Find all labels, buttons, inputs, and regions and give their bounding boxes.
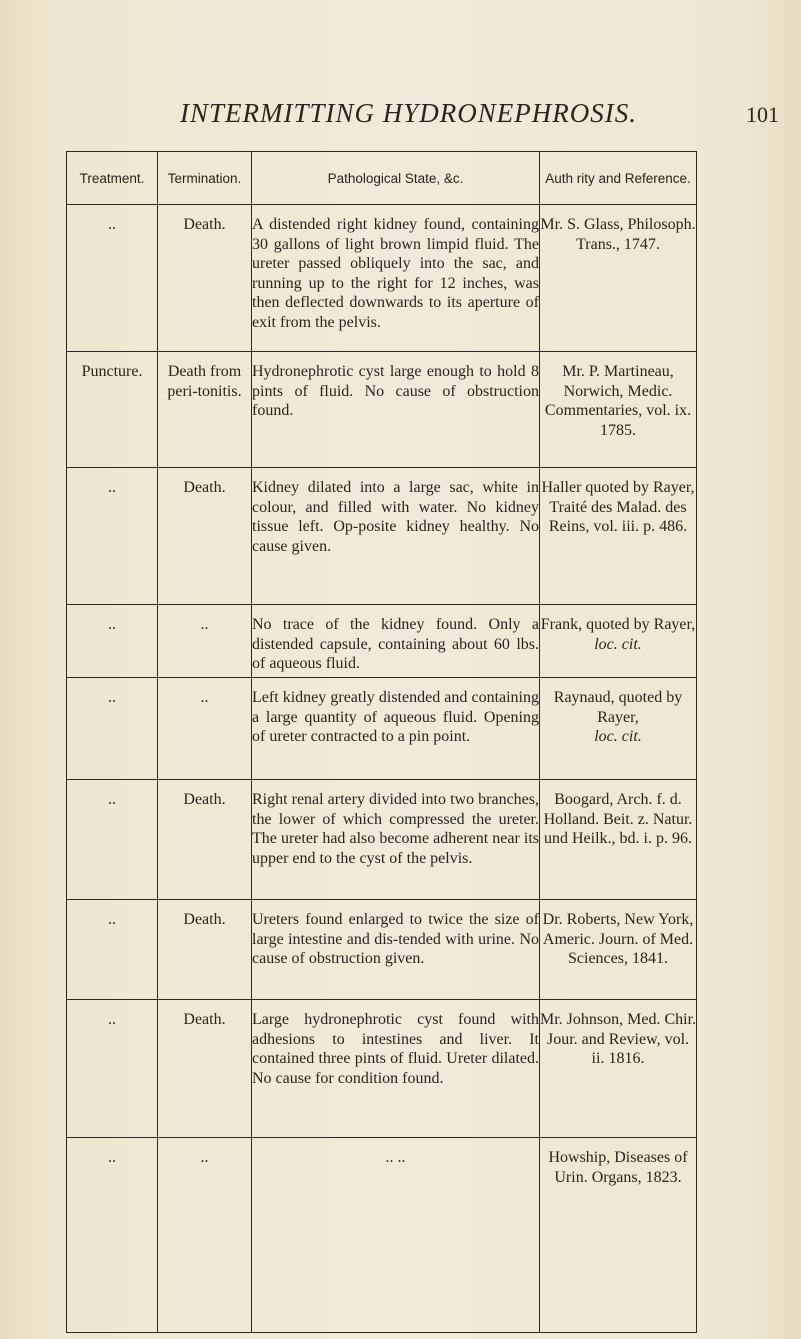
- cell-termination: Death.: [158, 780, 252, 900]
- table-row: [67, 678, 697, 780]
- reference-loc-cit: loc. cit.: [594, 728, 642, 745]
- cell-reference: Howship, Diseases of Urin. Organs, 1823.: [540, 1138, 697, 1333]
- cell-treatment: ..: [67, 900, 158, 1000]
- cell-termination: Death from peri-tonitis.: [158, 352, 252, 468]
- reference-loc-cit: loc. cit.: [594, 635, 642, 653]
- running-title: INTERMITTING HYDRONEPHROSIS.: [180, 98, 637, 128]
- cell-pathological-state: Kidney dilated into a large sac, white in colour, and filled with water. No kidney tissue left. Op-posite kidney healthy. No cause given.: [252, 468, 540, 605]
- cell-pathological-state: Ureters found enlarged to twice the size of large intestine and dis-tended with urine. No cause of obstruction given.: [252, 900, 540, 1000]
- cell-pathological-state: A distended right kidney found, containing 30 gallons of light brown limpid fluid. The ureter passed obliquely into the sac, and running up to the right for 12 inches, was then deflected downwards to its aperture of exit from the pelvis.: [252, 205, 540, 352]
- table-row: [67, 605, 697, 678]
- cell-reference: Mr. P. Martineau, Norwich, Medic. Commentaries, vol. ix. 1785.: [540, 352, 697, 468]
- cell-treatment: ..: [67, 1000, 158, 1138]
- cell-treatment: ..: [67, 468, 158, 605]
- cell-termination: Death.: [158, 900, 252, 1000]
- cell-reference: Dr. Roberts, New York, Americ. Journ. of Med. Sciences, 1841.: [540, 900, 697, 1000]
- table-row: [67, 900, 697, 1000]
- cell-pathological-state: Left kidney greatly distended and containing a large quantity of aqueous fluid. Opening of ureter contracted to a pin point.: [252, 678, 540, 780]
- cell-treatment: Puncture.: [67, 352, 158, 468]
- cell-termination: Death.: [158, 468, 252, 605]
- cell-reference: Mr. S. Glass, Philosoph. Trans., 1747.: [540, 205, 697, 352]
- cell-pathological-state: Large hydronephrotic cyst found with adhesions to intestines and liver. It contained three pints of fluid. Ureter dilated. No cause for condition found.: [252, 1000, 540, 1138]
- cell-termination: Death.: [158, 205, 252, 352]
- cell-termination: Death.: [158, 1000, 252, 1138]
- case-table: [66, 151, 697, 1333]
- cell-reference: Mr. Johnson, Med. Chir. Jour. and Review, vol. ii. 1816.: [540, 1000, 697, 1138]
- cell-pathological-state: Hydronephrotic cyst large enough to hold 8 pints of fluid. No cause of obstruction found.: [252, 352, 540, 468]
- cell-termination: ..: [158, 1138, 252, 1333]
- cell-pathological-state: .. ..: [252, 1138, 540, 1333]
- column-header-termination: Termination.: [158, 152, 252, 205]
- cell-pathological-state: Right renal artery divided into two branches, the lower of which compressed the ureter. The ureter had also become adherent near its upper end to the cyst of the pelvis.: [252, 780, 540, 900]
- cell-reference: Haller quoted by Rayer, Traité des Malad. des Reins, vol. iii. p. 486.: [540, 468, 697, 605]
- table-row: [67, 1138, 697, 1333]
- table-header-row: [67, 152, 697, 205]
- cell-termination: ..: [158, 678, 252, 780]
- cell-treatment: ..: [67, 205, 158, 352]
- column-header-pathological-state: Pathological State, &c.: [252, 152, 540, 205]
- cell-reference: [540, 605, 697, 678]
- table-row: [67, 1000, 697, 1138]
- cell-treatment: ..: [67, 780, 158, 900]
- table-row: [67, 780, 697, 900]
- column-header-reference: Auth rity and Reference.: [540, 152, 697, 205]
- page-header: [0, 98, 801, 138]
- page-number: 101: [746, 102, 779, 127]
- cell-treatment: ..: [67, 678, 158, 780]
- reference-text: Frank, quoted by Rayer,: [540, 616, 696, 633]
- column-header-treatment: Treatment.: [67, 152, 158, 205]
- cell-treatment: ..: [67, 605, 158, 678]
- cell-termination: ..: [158, 605, 252, 678]
- cell-reference: Boogard, Arch. f. d. Holland. Beit. z. Natur. und Heilk., bd. i. p. 96.: [540, 780, 697, 900]
- cell-pathological-state: No trace of the kidney found. Only a distended capsule, containing about 60 lbs. of aqueous fluid.: [252, 605, 540, 678]
- table-row: [67, 205, 697, 352]
- table-row: [67, 352, 697, 468]
- table-row: [67, 468, 697, 605]
- cell-treatment: ..: [67, 1138, 158, 1333]
- reference-text: Raynaud, quoted by Rayer,: [553, 689, 683, 726]
- cell-reference: [540, 678, 697, 780]
